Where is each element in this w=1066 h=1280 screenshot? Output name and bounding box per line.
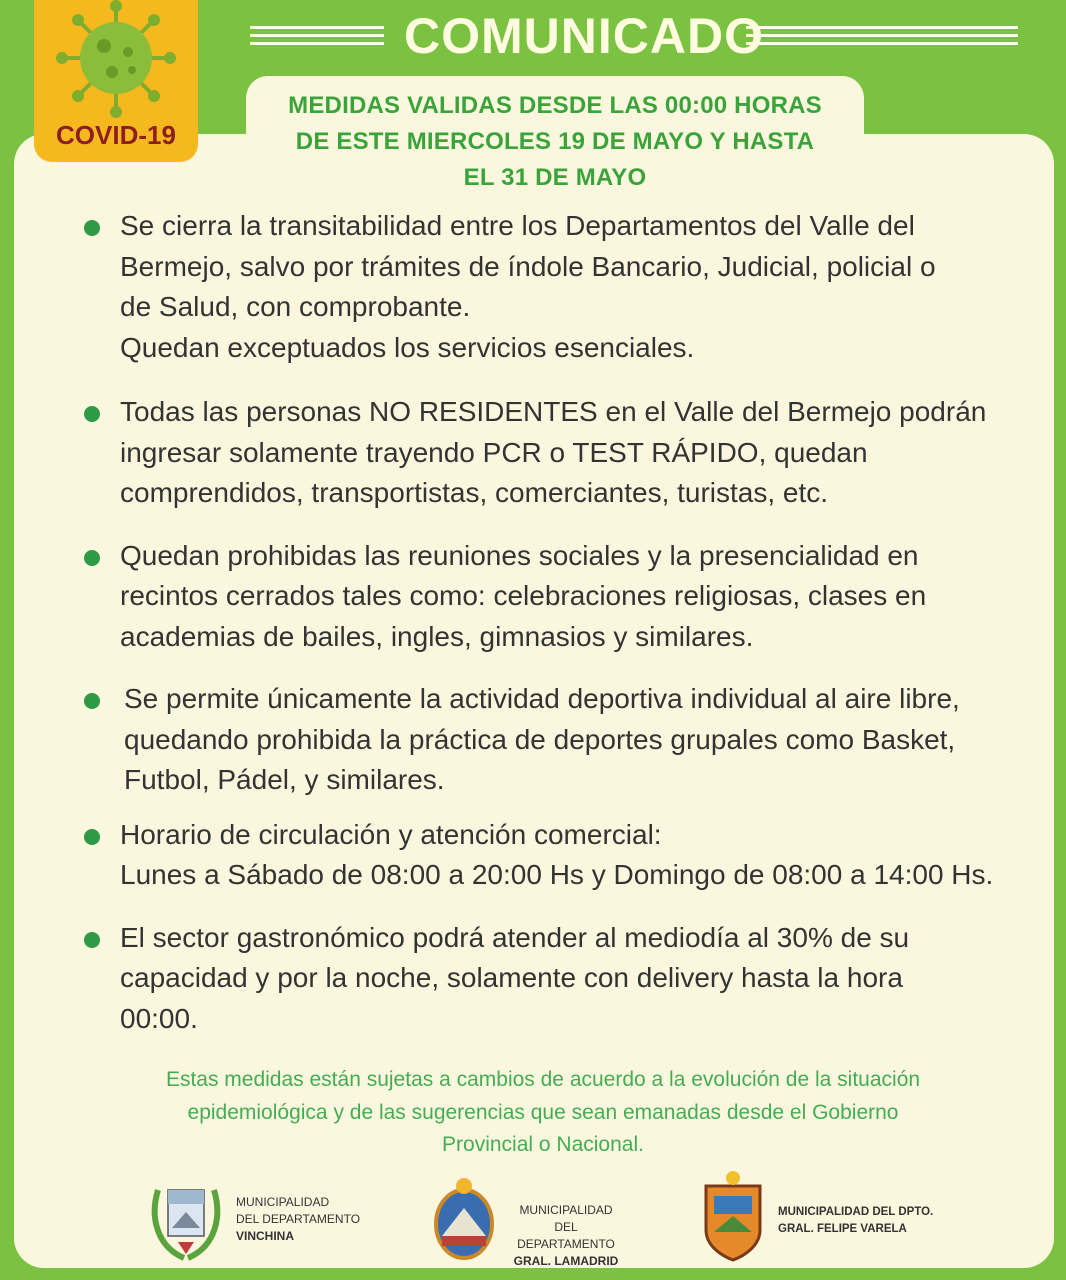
lamadrid-crest-icon [430, 1174, 498, 1264]
bullet-icon [84, 693, 100, 709]
title-rule-right-2 [746, 34, 1018, 37]
logo-label-lamadrid [506, 1202, 626, 1270]
measure-line: ingresar solamente trayendo PCR o TEST RÁPIDO, quedan [120, 436, 868, 468]
disclaimer-line: Provincial o Nacional. [442, 1133, 644, 1156]
logo-line: MUNICIPALIDAD [236, 1195, 330, 1209]
measure-line: comprendidos, transportistas, comerciantes, turistas, etc. [120, 477, 829, 508]
subtitle [246, 88, 864, 196]
measure-line: Quedan exceptuados los servicios esenciales. [120, 331, 695, 363]
bullet-icon [84, 829, 100, 845]
logo-line: MUNICIPALIDAD DEL DPTO. [778, 1206, 934, 1218]
measure-item [80, 536, 1040, 658]
title-rule-left-3 [250, 42, 384, 45]
subtitle-line: EL 31 DE MAYO [463, 164, 647, 191]
measure-line: Todas las personas NO RESIDENTES en el Valle del Bermejo podrán [120, 396, 987, 427]
disclaimer-line: epidemiológica y de las sugerencias que sean emanadas desde el Gobierno [187, 1100, 899, 1124]
logo-line: MUNICIPALIDAD [519, 1203, 613, 1217]
measure-line: Horario de circulación y atención comercial: [120, 818, 662, 850]
measure-line: 00:00. [120, 1002, 198, 1034]
measure-line: Bermejo, salvo por trámites de índole Bancario, Judicial, policial o [120, 250, 936, 282]
measure-item [80, 206, 1040, 368]
title-rule-left [250, 26, 384, 29]
disclaimer-line: Estas medidas están sujetas a cambios de acuerdo a la evolución de la situación [165, 1068, 921, 1091]
measure-item [80, 918, 1040, 1040]
logo-line: GRAL. FELIPE VARELA [778, 1223, 907, 1235]
title-rule-right [746, 26, 1018, 29]
disclaimer [60, 1064, 1026, 1162]
measures-list [80, 206, 1040, 1039]
logo-line: DEL DEPARTAMENTO [236, 1212, 361, 1226]
bullet-icon [84, 932, 100, 948]
logo-line: DEL DEPARTAMENTO [517, 1220, 615, 1251]
page-title: COMUNICADO [404, 8, 764, 64]
logo-line: VINCHINA [236, 1229, 295, 1243]
measure-line: academias de bailes, ingles, gimnasios y similares. [120, 620, 754, 652]
felipe-varela-crest-icon [700, 1170, 766, 1262]
measure-line: Quedan prohibidas las reuniones sociales y la presencialidad en [120, 539, 919, 571]
measure-line: Futbol, Pádel, y similares. [124, 764, 445, 795]
subtitle-line: DE ESTE MIERCOLES 19 DE MAYO Y HASTA [295, 128, 815, 155]
measure-item [80, 392, 1040, 514]
measure-line: capacidad y por la noche, solamente con delivery hasta la hora [120, 962, 903, 993]
vinchina-crest-icon [148, 1176, 224, 1262]
subtitle-line: MEDIDAS VALIDAS DESDE LAS 00:00 HORAS [288, 92, 822, 119]
measure-line: Se cierra la transitabilidad entre los Departamentos del Valle del [120, 210, 915, 241]
measure-line: recintos cerrados tales como: celebraciones religiosas, clases en [120, 580, 927, 611]
bullet-icon [84, 550, 100, 566]
virus-icon [54, 0, 178, 122]
bullet-icon [84, 406, 100, 422]
measure-item [80, 679, 1040, 801]
logo-label-vinchina [236, 1194, 360, 1245]
title-rule-right-3 [746, 42, 1018, 45]
measure-line: de Salud, con comprobante. [120, 291, 471, 322]
measure-line: Lunes a Sábado de 08:00 a 20:00 Hs y Domingo de 08:00 a 14:00 Hs. [120, 859, 994, 890]
measure-line: El sector gastronómico podrá atender al mediodía al 30% de su [120, 921, 910, 953]
measure-line: Se permite únicamente la actividad deportiva individual al aire libre, [124, 683, 960, 714]
covid-badge-label: COVID-19 [56, 120, 176, 150]
measure-line: quedando prohibida la práctica de deportes grupales como Basket, [124, 723, 956, 755]
title-rule-left-2 [250, 34, 384, 37]
measure-item [80, 815, 1040, 896]
bullet-icon [84, 220, 100, 236]
logo-line: GRAL. LAMADRID [513, 1254, 619, 1268]
logo-label-felipe-varela [778, 1204, 933, 1238]
